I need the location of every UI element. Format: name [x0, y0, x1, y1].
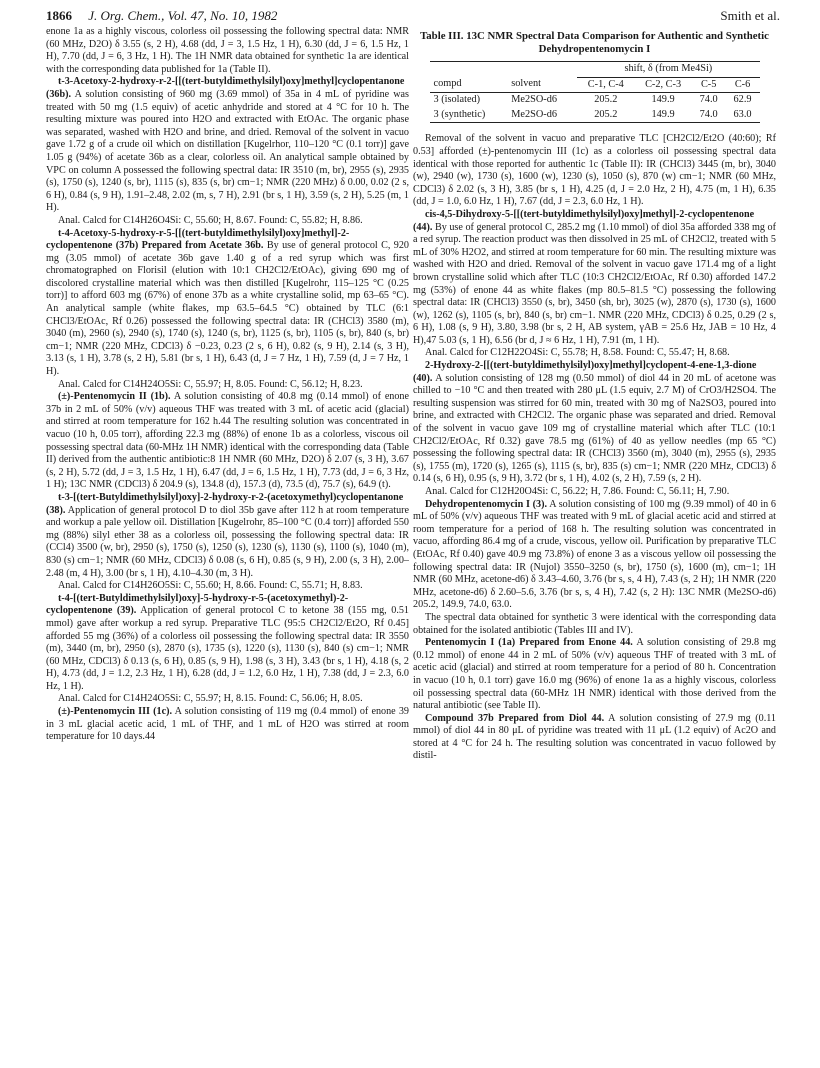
- paragraph-text: The spectral data obtained for synthetic 3 were identical with the corresponding data obtained for the isolated antibiotic (Tables III and IV).: [413, 611, 776, 636]
- paragraph-text: By use of general protocol C, 285.2 mg (1.10 mmol) of diol 35a afforded 338 mg of a red syrup. The reaction product was then dissolved in 25 mL of CH2Cl2, treated with 5 mL of 30% H2O2, and stirred at room temperature for 60 min. The resulting mixture was washed with H2O and dried. Removal of the solvent in vacuo gave 171.4 mg of a light brown crystalline solid which after TLC (10:3 CH2Cl2/EtOAc, Rf 0.30) afforded 147.2 mg (53%) of enone 44 as white flakes (mp 80.5–81.5 °C) possessing the following spectral data: IR (CHCl3) 3550 (s, br), 3450 (sh, br), 3025 (w), 2870 (s), 1730 (s), 1600 (w), 1262 (s), 1105 (s, br), 840 (s, br) cm−1. NMR (220 MHz, CDCl3) δ 0.25, 0.29 (2 s, 6 H), 1.08 (s, 9 H), 3.80, 3.98 (br s, 2 H, AB system, γAB = 25.6 Hz, JAB = 10 Hz, 4 H),47 5.03 (s, 1 H), 6.56 (br d, J ≈ 6 Hz, 1 H), 7.91 (m, 1 H).: [413, 221, 776, 346]
- paragraph-text: enone 1a as a highly viscous, colorless oil possessing the following spectral data: NMR (60 MHz, D2O) δ 3.55 (s, 2 H), 4.68 (dd, J = 3, 1.5 Hz, 1 H), 6.30 (dd, J = 6, 1.5 Hz, 1 H), 7.70 (dd, J = 6, 3 Hz, 1 H). The 1H NMR data obtained for synthetic 1a are identical with the corresponding data published for 1a (Table II).: [46, 26, 409, 75]
- paragraph: [413, 360, 776, 486]
- section-heading: 2-Hydroxy-2-[[(tert-butyldimethylsilyl)oxy]methyl]cyclopent-4-ene-1,3-dione (40).: [413, 360, 757, 384]
- author-header: Smith et al.: [720, 8, 780, 23]
- section-heading: cis-4,5-Dihydroxy-5-[[(tert-butyldimethylsilyl)oxy]methyl]-2-cyclopentenone (44).: [413, 208, 755, 233]
- paragraph: [413, 713, 776, 763]
- table-cell: 74.0: [692, 108, 726, 123]
- table-cell: 63.0: [726, 108, 760, 123]
- section-heading: (±)-Pentenomycin II (1b).: [58, 391, 171, 403]
- table-cell: 62.9: [733, 94, 752, 106]
- page-number: 1866: [46, 8, 72, 23]
- running-header: [46, 8, 780, 28]
- paragraph-text: A solution consisting of 100 mg (9.39 mmol) of 40 in 6 mL of 50% (v/v) aqueous THF was treated with 9 mL of glacial acetic acid and stirred at room temperature for a period of 168 h. The resulting solution was concentrated in vacuo, affording 86.4 mg of a crude, viscous, yellow oil. Purification by preparative TLC (EtOAc, Rf 0.40) gave 40.9 mg 73.8%) of enone 3 as a viscous yellow oil possessing the following spectral data: IR (Nujol) 3550–3250 (s, br), 1750 (s), 1600 (m), cm−1; 1H NMR (60 MHz, acetone-d6) δ 3.43–4.60, 3.76 (br s, s, 4 H), 7.43 (s, 2 H); 1H NMR (220 MHz, acetone-d6) δ 2.60–5.6, 3.76 (br s, s, 4 H), 7.42 (s, 2 H): 13C NMR (Me2SO-d6) 205.2, 149.9, 74.0, 63.0.: [413, 498, 776, 611]
- table-cell: 205.2: [577, 108, 634, 123]
- paragraph-text: A solution consisting of 128 mg (0.50 mmol) of diol 44 in 20 mL of acetone was chilled to −10 °C and then treated with 280 μL (1.5 equiv, 2.7 M) of CrO3/H2SO4. The resulting suspension was stirred for 60 min, treated with 30 mg of Na2SO3, poured into brine, and extracted with CH2Cl2. The organic phase was separated and dried. Removal of the solvent in vacuo gave 109 mg of crystalline material which after TLC (10:1 CH2Cl2/EtOAc, Rf 0.32) gave 78.5 mg (61%) of 40 as yellow needles (mp 65 °C) possessing the following spectral data: IR (CHCl3) 3560 (m), 3040 (m), 2955 (s), 2935 (s), 1755 (m), 1720 (s), 1265 (s), 1115 (s, br), 835 (s) cm−1; NMR (220 MHz, CDCl3) δ 0.14 (s, 6 H), 0.95 (s, 9 H), 3.72 (br s, 1 H), 4.02 (s, 2 H), 7.59 (s, 2 H).: [413, 372, 776, 485]
- paragraph-text: A solution consisting of 119 mg (0.4 mmol) of enone 39 in 3 mL glacial acetic acid, 1 mL of THF, and 1 mL of H2O was stirred at room temperature for 10 days.44: [46, 706, 409, 743]
- table-header-row: [430, 77, 760, 93]
- table-label: Table III.: [420, 30, 464, 42]
- paragraph-text: Anal. Calcd for C14H24O5Si: C, 55.97; H, 8.15. Found: C, 56.06; H, 8.05.: [58, 693, 363, 705]
- section-heading: t-3-Acetoxy-2-hydroxy-r-2-[[(tert-butyldimethylsilyl)oxy]methyl]cyclopentanone (36b).: [46, 76, 405, 100]
- right-column: [413, 26, 776, 763]
- paragraph: [413, 499, 776, 612]
- table-cell: 3 (synthetic): [430, 108, 508, 123]
- column-header: C-5: [692, 77, 726, 93]
- paragraph: [46, 26, 409, 76]
- table-caption-text: 13C NMR Spectral Data Comparison for Authentic and Synthetic Dehydropentenomycin I: [466, 30, 769, 55]
- column-header: C-2, C-3: [634, 77, 691, 93]
- paragraph: [46, 693, 409, 706]
- section-heading: t-3-[(tert-Butyldimethylsilyl)oxy]-2-hydroxy-r-2-(acetoxymethyl)cyclopentanone (38).: [46, 491, 404, 516]
- paragraph-text: Anal. Calcd for C12H20O4Si: C, 56.22; H, 7.86. Found: C, 56.11; H, 7.90.: [425, 486, 730, 497]
- table-cell: 149.9: [651, 94, 675, 106]
- table-cell: 3 (isolated): [433, 94, 481, 106]
- paragraph-text: A solution consisting of 29.8 mg (0.12 mmol) of enone 44 in 2 mL of 50% (v/v) aqueous THF of treated with 3 mL of acetic acid (glacial) and stirred at room temperature for a period of 80 h. Concentration in vacuo (10 h, 0.1 torr) gave 16.0 mg (96%) of enone 1a as a highly viscous, colorless oil possessing spectral data (60-MHz 1H NMR) identical with those derived from the natural antibiotic (see Table II).: [413, 637, 776, 712]
- table-cell: Me2SO-d6: [511, 94, 557, 106]
- nmr-table: [430, 61, 760, 123]
- paragraph: [413, 133, 776, 209]
- paragraph: [413, 612, 776, 637]
- paragraph: [46, 76, 409, 215]
- paragraph-text: Application of general protocol D to diol 35b gave after 112 h at room temperature and workup a pale yellow oil. Distillation [Kugelrohr, 85–100 °C (0.4 torr)] afforded 550 mg (88%) silyl ether 38 as a colorless oil, possessing the following spectral data: IR (CCl4) 3500 (w, br), 2950 (s), 1750 (s), 1250 (s), 1230 (s), 1130 (s), 1100 (s), 1040 (m), 830 (s) cm−1; NMR (60 MHz, CDCl3) δ 0.08 (s, 6 H), 0.85 (s, 9 H), 2.00 (s, 3 H), 2.00–2.48 (m, 4 H), 3.00 (br s, 1 H), 4.10–4.30 (m, 3 H).: [46, 504, 409, 579]
- header-left: [46, 8, 277, 24]
- paragraph-text: Anal. Calcd for C14H26O5Si: C, 55.60; H, 8.66. Found: C, 55.71; H, 8.83.: [58, 580, 363, 592]
- paragraph: [46, 593, 409, 694]
- paragraph-text: Removal of the solvent in vacuo and preparative TLC [CH2Cl2/Et2O (40:60); Rf 0.53] afforded (±)-pentenomycin III (1c) as a colorless oil possessing spectral data identical with those reported for authentic 1c (Table II): IR (CHCl3) 3445 (m, br), 3040 (w), 2940 (w), 1730 (s), 1600 (w), 1230 (s), 1050 (s), 870 (w) cm−1; NMR (60 MHz, CDCl3) δ 2.02 (s, 3 H), 3.85 (br s, 1 H), 4.25 (d, J = 2.0 Hz, 2 H), 4.75 (m, 1 H), 6.35 (dd, J = 1.0, 6.0 Hz, 1 H), 7.67 (dd, J = 2.3, 6.0 Hz, 1 H).: [413, 133, 776, 208]
- paragraph: [46, 228, 409, 379]
- paragraph-text: By use of general protocol C, 920 mg (3.05 mmol) of acetate 36b gave 1.40 g of a red syrup which was first chromatographed on Florisil (elution with 10:1 CH2Cl2/EtOAc), giving 690 mg of discolored crystalline material which was then distilled [Kugelrohr, 115–125 °C (0.25 torr)] to afford 603 mg (67%) of enone 37b as a white crystalline solid, mp 63–65 °C). An analytical sample (white flakes, mp 63.5–64.5 °C) obtained by TLC (6:1 CHCl3/EtOAc, Rf 0.26) possessed the following spectral data: IR (CHCl3) 3580 (m), 3040 (m), 2960 (s), 2940 (s), 1740 (s), 1240 (s, br), 1125 (s, br), 1105 (s, br), 840 (s, br) cm−1; NMR (220 MHz, CDCl3) δ −0.23, 0.23 (2 s, 6 H), 0.82 (s, 9 H), 2.14 (s, 3 H), 3.13 (s, 1 H), 3.78 (s, 2 H), 5.81 (br s, 1 H), 6.43 (d, J = 7 Hz, 1 H), 7.59 (d, J = 7 Hz, 1 H).: [46, 240, 409, 378]
- paragraph: [46, 215, 409, 228]
- right-column-text: [413, 133, 776, 763]
- paragraph-text: Anal. Calcd for C14H26O4Si: C, 55.60; H, 8.67. Found: C, 55.82; H, 8.86.: [58, 214, 363, 226]
- table-cell: 74.0: [699, 94, 718, 106]
- column-header: solvent: [507, 77, 577, 93]
- paragraph-text: A solution consisting of 40.8 mg (0.14 mmol) of enone 37b in 2 mL of 50% (v/v) aqueous THF was treated with 3 mL of acetic acid (glacial) and stirred at room temperature for 162 h.44 The resulting solution was concentrated in vacuo (10 h, 0.05 torr), affording 22.3 mg (88%) of enone 1b as a colorless, viscous oil possessing spectral data (60-MHz 1H NMR) identical with the corresponding data (Table II) derived from the authentic antibiotic:8 1H NMR (60 MHz, D2O) δ 2.07 (s, 3 H), 3.67 (s, 2 H), 5.72 (dd, J = 3, 1.5 Hz, 1 H), 6.47 (dd, J = 6, 1.5 Hz, 1 H), 7.73 (dd, J = 6, 3 Hz, 1 H); 13C NMR (CDCl3) δ 204.9 (s), 134.8 (d), 157.3 (d), 73.5 (d), 75.7 (s), 64.9 (t).: [46, 391, 409, 491]
- paragraph: [46, 580, 409, 593]
- table-row: [430, 108, 760, 123]
- paragraph-text: A solution consisting of 27.9 mg (0.11 mmol) of diol 44 in 80 μL of pyridine was treated with 11 μL (1.2 equiv) of Ac2O and stored at 4 °C for 24 h. The resulting solution was concentrated in vacuo followed by distil-: [413, 712, 776, 762]
- paragraph-text: Anal. Calcd for C12H22O4Si: C, 55.78; H, 8.58. Found: C, 55.47; H, 8.68.: [425, 347, 730, 359]
- paragraph: [46, 379, 409, 392]
- table-cell: 205.2: [594, 94, 618, 106]
- paragraph: [46, 706, 409, 744]
- column-header: C-6: [726, 77, 760, 93]
- column-header: compd: [430, 77, 508, 93]
- section-heading: (±)-Pentenomycin III (1c).: [58, 706, 173, 718]
- section-heading: Compound 37b Prepared from Diol 44.: [425, 712, 605, 724]
- table-cell: Me2SO-d6: [507, 108, 577, 123]
- paragraph: [46, 391, 409, 492]
- table-body: [430, 93, 760, 123]
- paragraph: [413, 209, 776, 348]
- paragraph: [46, 492, 409, 580]
- section-heading: t-4-[(tert-Butyldimethylsilyl)oxy]-5-hydroxy-r-5-(acetoxymethyl)-2-cyclopentenone (39).: [46, 592, 349, 617]
- left-column: [46, 26, 409, 744]
- section-heading: Dehydropentenomycin I (3).: [425, 498, 548, 510]
- paragraph: [413, 637, 776, 713]
- journal-citation: J. Org. Chem., Vol. 47, No. 10, 1982: [88, 8, 278, 23]
- table-row: [430, 93, 760, 108]
- paragraph-text: Application of general protocol C to ketone 38 (155 mg, 0.51 mmol) gave after workup a red syrup. Preparative TLC (95:5 CH2Cl2/Et2O, Rf 0.45] afforded 55 mg (36%) of a colorless oil possessing the following spectral data: IR 3550 (m), 3440 (m, br), 2950 (s), 2870 (s), 1735 (s), 1220 (s), 1130 (s), 840 (s) cm−1; NMR (60 MHz, CDCl3) δ 0.13 (s, 6 H), 0.85 (s, 9 H), 1.98 (s, 3 H), 3.43 (br s, 1 H), 4.18 (s, 2 H), 4.73 (dd, J = 1.2, 2.3 Hz, 1 H), 6.28 (dd, J = 1.2, 6.0 Hz, 1 H), 7.38 (dd, J = 2.3, 6.0 Hz, 1 H).: [46, 605, 409, 692]
- table-cell: 149.9: [634, 108, 691, 123]
- paragraph: [413, 486, 776, 499]
- table-caption: [413, 30, 776, 56]
- section-heading: t-4-Acetoxy-5-hydroxy-r-5-[[(tert-butyldimethylsilyl)oxy]methyl]-2-cyclopentenone (37b) Prepared from Acetate 36b.: [46, 227, 350, 252]
- paragraph-text: A solution consisting of 960 mg (3.69 mmol) of 35a in 4 mL of pyridine was treated with 50 mg (1.5 equiv) of acetic anhydride and stored at 4 °C for 10 h. The resulting mixture was poured into H2O and extracted with EtOAc. The organic phase was separated, washed with H2O and brine, and dried. Removal of the solvent in vacuo gave 1.72 g of a crude oil which on distillation [Kugelrhor, 110–120 °C (0.1 torr)] gave 1.05 g (94%) of acetate 36b as a clear, colorless oil. An analytical sample obtained by VPC on column A possessed the following spectral data: IR 3510 (m, br), 2955 (s), 2935 (s), 1750 (s), 1240 (s, br), 1115 (s), 835 (s, br) cm−1; NMR (220 MHz) δ 0.00, 0.02 (2 s, 6 H), 0.84 (s, 9 H), 1.91–2.48, 2.02 (m, s, 7 H), 2.91 (br s, 1 H), 3.59 (s, 2 H), 5.25 (m, 1 H).: [46, 88, 409, 214]
- column-header: C-1, C-4: [577, 77, 634, 93]
- paragraph-text: Anal. Calcd for C14H24O5Si: C, 55.97; H, 8.05. Found: C, 56.12; H, 8.23.: [58, 378, 363, 390]
- paragraph: [413, 347, 776, 360]
- shift-header: shift, δ (from Me4Si): [577, 62, 759, 78]
- section-heading: Pentenomycin I (1a) Prepared from Enone 44.: [425, 637, 633, 649]
